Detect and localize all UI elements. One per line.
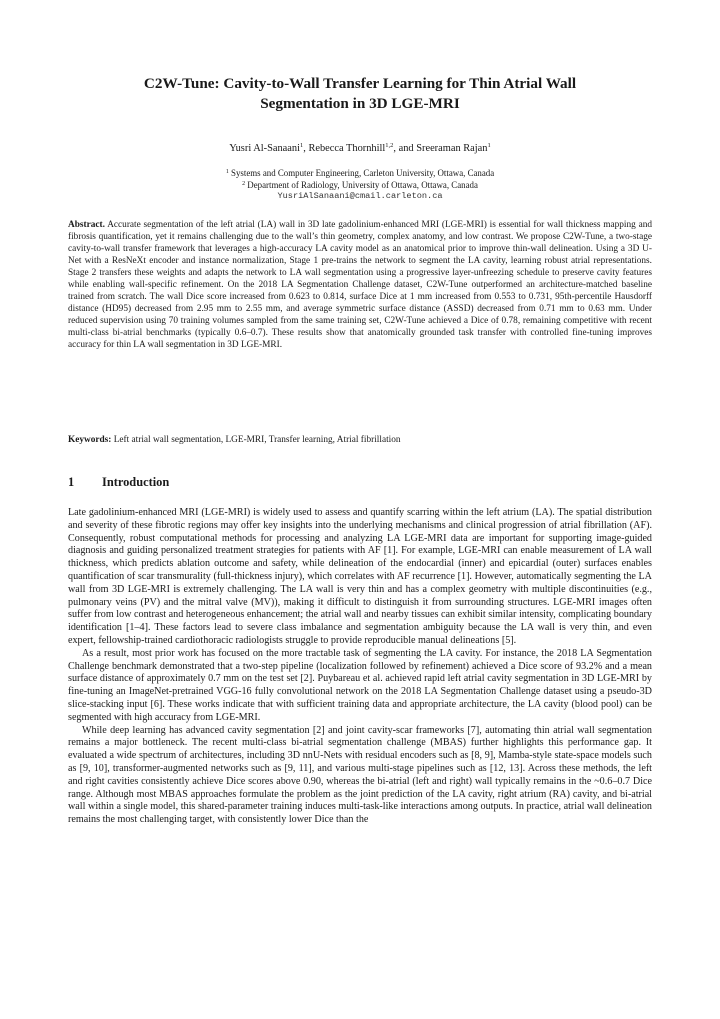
paper-title	[96, 74, 624, 114]
affiliations	[96, 168, 624, 203]
author-name: Rebecca Thornhill	[308, 143, 386, 154]
author-separator: ,	[303, 143, 309, 154]
author-affiliation-mark: 1	[299, 142, 304, 149]
section-title: Introduction	[102, 475, 170, 489]
abstract-label: Abstract.	[68, 220, 105, 230]
affiliation-1	[96, 168, 624, 180]
paragraph: While deep learning has advanced cavity segmentation [2] and joint cavity-scar frameworks [7], automating thin atrial wall segmentation remains a major bottleneck. The recent multi-class bi-atrial segmentation challenge (MBAS) further highlights this performance gap. It evaluated a wide spectrum of architectures, including 3D nnU-Nets with residual encoders such as [8, 9], Mamba-style state-space models such as [9, 10], transformer-augmented networks such as [9, 11], and various multi-stage pipelines such as [12, 13]. Across these methods, the left and right cavities consistently achieve Dice scores above 0.90, whereas the bi-atrial (left and right) wall typically remains in the ~0.6–0.7 Dice range. Although most MBAS approaches formulate the problem as the joint prediction of the LA cavity, right atrium (RA) cavity, and bi-atrial wall within a single model, this shared-parameter training induces multi-task-like interactions among outputs. In practice, atrial wall delineation remains the most challenging target, with consistently lower Dice than the	[68, 724, 652, 826]
paragraph: As a result, most prior work has focused on the more tractable task of segmenting the LA cavity. For instance, the 2018 LA Segmentation Challenge benchmark demonstrated that a two-step pipeline (localization followed by refinement) achieved a Dice score of 93.2% and a mean surface distance of approximately 0.7 mm on the test set [2]. Puybareau et al. achieved rapid left atrial cavity segmentation in 3D LGE-MRI by fine-tuning an ImageNet-pretrained VGG-16 fully convolutional network on the 2018 LA Segmentation Challenge dataset using a pseudo-3D slice-stacking input [6]. These works indicate that with sufficient training data and appropriate architecture, the LA cavity (blood pool) can be segmented with high accuracy from LGE-MRI.	[68, 647, 652, 723]
section-number: 1	[68, 475, 75, 489]
affiliation-text: Department of Radiology, University of Ottawa, Ottawa, Canada	[247, 179, 478, 190]
author-affiliation-mark: 1	[487, 142, 491, 149]
author-affiliation-mark: 1,2	[385, 142, 394, 149]
author-name: Sreeraman Rajan	[416, 143, 488, 154]
author-list	[96, 142, 624, 156]
title-line-1: C2W-Tune: Cavity-to-Wall Transfer Learning for Thin Atrial Wall	[143, 75, 577, 92]
keywords-text: Left atrial wall segmentation, LGE-MRI, Transfer learning, Atrial fibrillation	[113, 435, 401, 445]
keywords-label: Keywords:	[68, 435, 112, 445]
author-separator: , and	[393, 143, 417, 154]
keywords	[68, 434, 652, 446]
abstract	[68, 220, 652, 351]
abstract-text: Accurate segmentation of the left atrial (LA) wall in 3D late gadolinium-enhanced MRI (LGE-MRI) is essential for wall thickness mapping and fibrosis quantification, yet it remains challenging due to the wall’s thin geometry, complex anatomy, and low contrast. We propose C2W-Tune, a two-stage cavity-to-wall transfer framework that leverages a high-accuracy LA cavity model as an anatomical prior to improve thin-wall delineation. Using a 3D U-Net with a ResNeXt encoder and instance normalization, Stage 1 pre-trains the network to segment the LA cavity, learning robust atrial representations. Stage 2 transfers these weights and adapts the network to LA wall segmentation using a progressive layer-unfreezing schedule to preserve cavity features while enabling wall-specific refinement. On the 2018 LA Segmentation Challenge dataset, C2W-Tune outperformed an architecture-matched baseline trained from scratch. The wall Dice score increased from 0.623 to 0.814, surface Dice at 1 mm increased from 0.553 to 0.731, 95th-percentile Hausdorff distance (HD95) decreased from 2.95 mm to 2.55 mm, and average symmetric surface distance (ASSD) decreased from 0.71 mm to 0.63 mm. Under reduced supervision using 70 training volumes sampled from the same training set, C2W-Tune achieved a Dice of 0.78, remaining competitive with recent multi-class bi-atrial benchmarks (typically 0.6–0.7). These results show that anatomically grounded task transfer with controlled fine-tuning improves accuracy for thin LA wall segmentation in 3D LGE-MRI.	[68, 220, 652, 350]
title-line-2: Segmentation in 3D LGE-MRI	[260, 95, 460, 112]
affiliation-mark: 1	[225, 169, 229, 175]
paragraph: Late gadolinium-enhanced MRI (LGE-MRI) is widely used to assess and quantify scarring within the left atrium (LA). The spatial distribution and severity of these fibrotic regions may offer key insights into the underlying mechanisms and clinical progression of atrial fibrillation (AF). Consequently, robust computational methods for processing and analyzing LA LGE-MRI data are important for supporting image-guided diagnosis and guiding personalized treatment strategies for patients with AF [1]. For example, LGE-MRI can enable measurement of LA wall thickness, which predicts ablation outcome and safety, while delineation of the endocardial (inner) and epicardial (outer) surfaces enables quantification of scar transmurality (full-thickness injury), which correlates with AF recurrence [1]. However, automatically segmenting the LA wall from 3D LGE-MRI is extremely challenging. The LA wall is very thin and has a complex geometry with multiple discontinuities (e.g., pulmonary veins (PV) and the mitral valve (MV)), making it difficult to distinguish it from surrounding structures. LGE-MRI images often suffer from low contrast and heterogeneous enhancement; the atrial wall and nearby tissues can exhibit similar intensity, complicating boundary identification [1–4]. These factors lead to severe class imbalance and segmentation ambiguity because the LA wall is very thin, and even expert, fellowship-trained cardiothoracic radiologists struggle to provide reproducible manual delineations [5].	[68, 507, 652, 646]
author-name: Yusri Al-Sanaani	[229, 143, 300, 154]
affiliation-mark: 2	[242, 180, 246, 187]
affiliation-2	[96, 180, 624, 192]
affiliation-text: Systems and Computer Engineering, Carleton University, Ottawa, Canada	[231, 168, 495, 178]
section-heading	[68, 474, 169, 490]
author-email: YusriAlSanaani@cmail.carleton.ca	[277, 191, 443, 202]
body-text	[68, 507, 652, 827]
